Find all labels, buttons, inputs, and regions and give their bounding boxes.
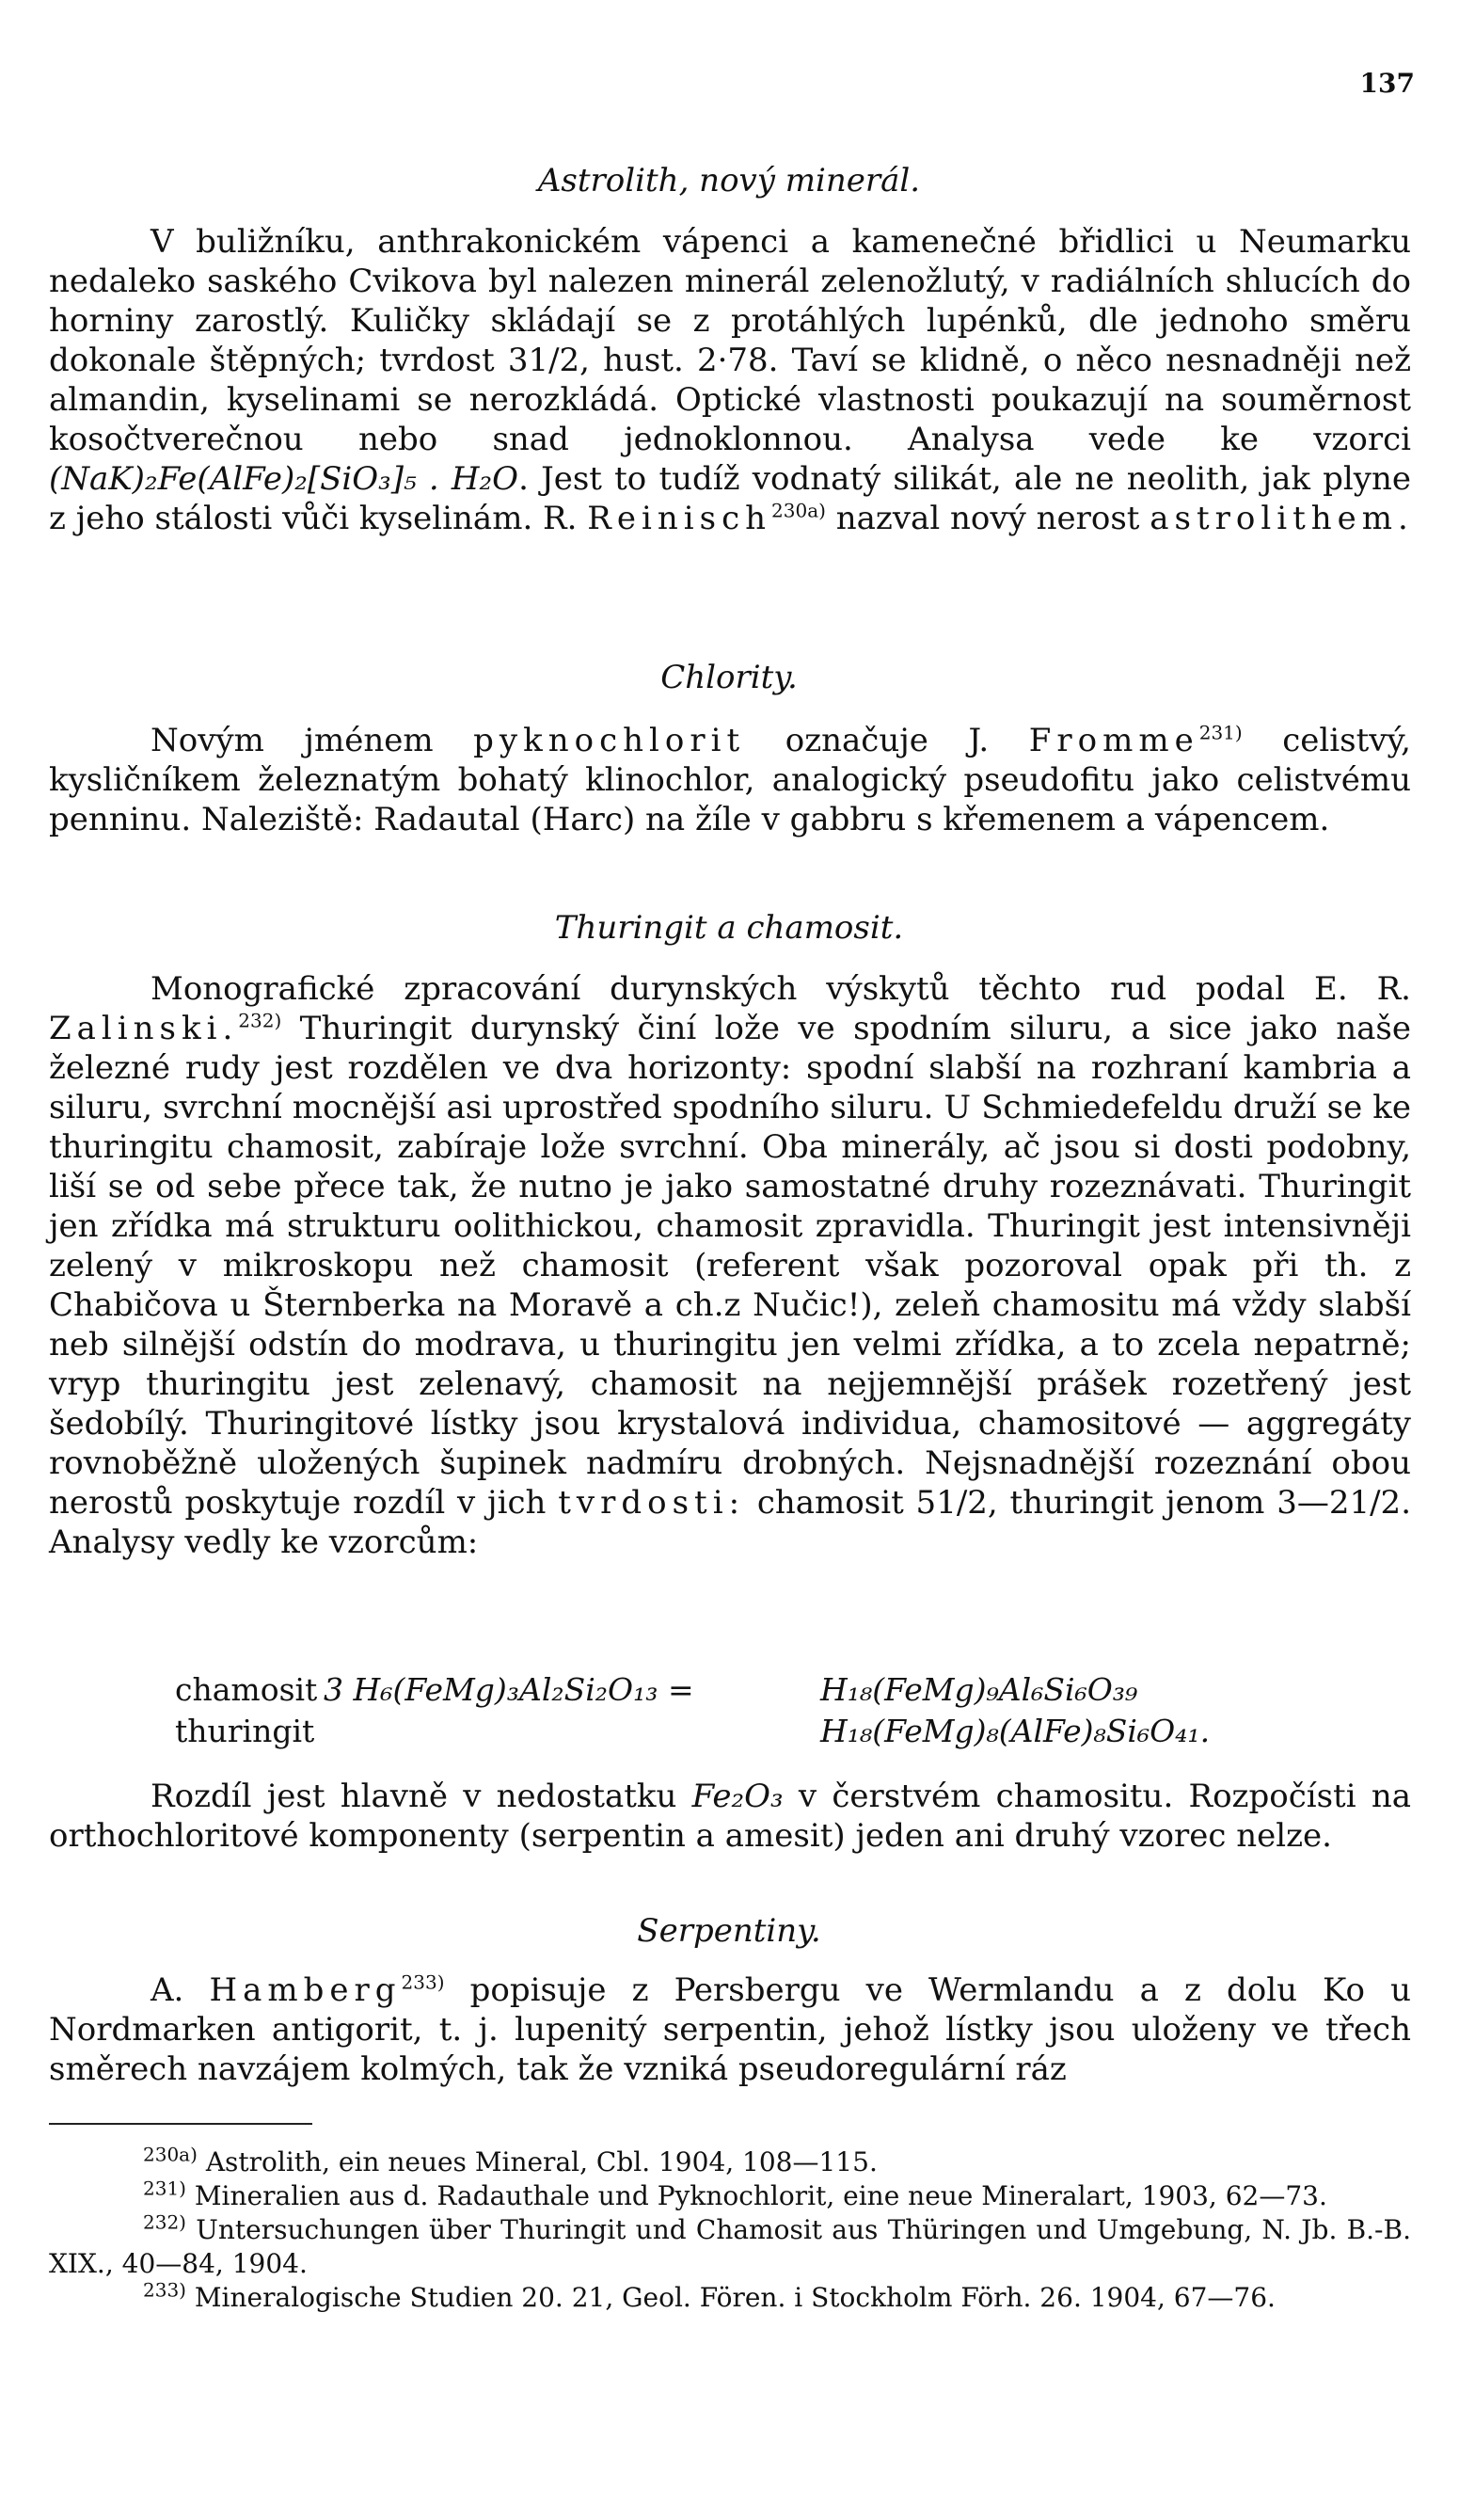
page-number: 137 xyxy=(1359,68,1415,99)
footnote-ref: 232) xyxy=(238,1009,282,1032)
paragraph-thuringit-cont: Rozdíl jest hlavně v nedostatku Fe₂O₃ v čerstvém chamositu. Rozpočísti na orthochloritové komponenty (serpentin a amesit) jeden ani druhý vzorec nelze. xyxy=(49,1778,1411,1855)
author-name: Hamberg xyxy=(209,1971,402,2009)
formula-block xyxy=(175,1669,1398,1752)
emphasized-term: tvrdosti: xyxy=(558,1484,746,1522)
footnote: $^{233)}$ Mineralogische Studien 20. 21, Geol. Fören. i Stockholm Förh. 26. 1904, 67—76. xyxy=(143,2278,1276,2313)
footnote-mark: 230a) xyxy=(143,2143,198,2166)
chemical-formula: Fe₂O₃ xyxy=(691,1778,784,1815)
emphasized-term: astrolithem xyxy=(1150,500,1399,537)
paragraph-astrolith: V buližníku, anthrakonickém vápenci a kamenečné břidlici u Neumarku nedaleko saského Cvikova byl nalezen minerál zelenožlutý, v radiálních shlucích do horniny zarostlý. Kuličky skládají se z protáhlých lupénků, dle jednoho směru dokonale štěpných; tvrdost 31/2, hust. 2·78. Taví se klidně, o něco nesnadněji než almandin, kyselinami se nerozkládá. Optické vlastnosti poukazují na souměrnost kosočtverečnou nebo snad jednoklonnou. Analysa vede ke vzorci (NaK)₂Fe(AlFe)₂[SiO₃]₅ . H₂O. Jest to tudíž vodnatý silikát, ale ne neolith, jak plyne z jeho stálosti vůči kyselinám. R. Reinisch$^{230a)}$ nazval nový nerost astrolithem. xyxy=(49,223,1411,537)
section-heading-astrolith: Astrolith, nový minerál. xyxy=(537,162,921,199)
emphasized-term: pyknochlorit xyxy=(473,722,746,759)
footnote: $^{230a)}$ Astrolith, ein neues Mineral, Cbl. 1904, 108—115. xyxy=(143,2143,878,2177)
section-heading-serpentiny: Serpentiny. xyxy=(637,1912,821,1950)
formula-row-chamosit xyxy=(175,1669,1398,1711)
footnotes xyxy=(49,2145,1411,2315)
footnote-ref: 233) xyxy=(401,1970,445,1994)
formula-row-thuringit xyxy=(175,1711,1398,1752)
footnote: $^{232)}$ Untersuchungen über Thuringit und Chamosit aus Thüringen und Umgebung, N. Jb. B.-B. XIX., 40—84, 1904. xyxy=(49,2210,1411,2279)
footnote: $^{231)}$ Mineralien aus d. Radauthale und Pyknochlorit, eine neue Mineralart, 1903, 62—73. xyxy=(143,2177,1327,2211)
author-name: Fromme xyxy=(1028,722,1199,759)
paragraph-chlority: Novým jménem pyknochlorit označuje J. Fromme$^{231)}$ celistvý, kysličníkem železnatým bohatý klinochlor, analogický pseudofitu jako celistvému penninu. Naleziště: Radautal (Harc) na žíle v gabbru s křemenem a vápencem. xyxy=(49,721,1411,838)
chemical-formula: (NaK)₂Fe(AlFe)₂[SiO₃]₅ . H₂O xyxy=(49,460,519,498)
fraction: 1/2 xyxy=(1349,1484,1402,1522)
paragraph-serpentiny: A. Hamberg$^{233)}$ popisuje z Persbergu ve Wermlandu a z dolu Ko u Nordmarken antigorit, t. j. lupenitý serpentin, jehož lístky jsou uloženy ve třech směrech navzájem kolmých, tak že vzniká pseudoregulární ráz xyxy=(49,1970,1411,2088)
fraction: 1/2 xyxy=(528,342,580,379)
section-heading-thuringit: Thuringit a chamosit. xyxy=(554,909,904,947)
footnote-mark: 231) xyxy=(143,2177,186,2200)
footnote-mark: 233) xyxy=(143,2278,186,2302)
footnote-ref: 230a) xyxy=(771,499,826,522)
footnote-divider xyxy=(49,2123,312,2125)
formula-label: thuringit xyxy=(175,1713,315,1749)
author-name: Zalinski. xyxy=(49,1010,239,1047)
paragraph-thuringit: Monografické zpracování durynských výskytů těchto rud podal E. R. Zalinski.$^{232)}$ Thuringit durynský činí lože ve spodním siluru, a sice jako naše železné rudy jest rozdělen ve dva horizonty: spodní slabší na rozhraní kambria a siluru, svrchní mocnější asi uprostřed spodního siluru. U Schmiedefeldu druží se ke thuringitu chamosit, zabíraje lože svrchní. Oba minerály, ač jsou si dosti podobny, liší se od sebe přece tak, že nutno je jako samostatné druhy rozeznávati. Thuringit jen zřídka má strukturu oolithickou, chamosit zpravidla. Thuringit jest intensivněji zelený v mikroskopu než chamosit (referent však pozoroval opak při th. z Chabičova u Šternberka na Moravě a ch.z Nučic!), zeleň chamositu má vždy slabší neb silnější odstín do modrava, u thuringitu jen velmi zřídka, a to zcela nepatrně; vryp thuringitu jest zelenavý, chamosit na nejjemnější prášek rozetřený jest šedobílý. Thuringitové lístky jsou krystalová individua, chamositové — aggregáty rovnoběžně uložených šupinek nadmíru drobných. Nejsnadnější rozeznání obou nerostů poskytuje rozdíl v jich tvrdosti: chamosit 51/2, thuringit jenom 3—21/2. Analysy vedly ke vzorcům: xyxy=(49,970,1411,1561)
footnote-mark: 232) xyxy=(143,2210,186,2234)
section-heading-chlority: Chlority. xyxy=(660,659,798,696)
formula-rhs: H₁₈(FeMg)₈(AlFe)₈Si₆O₄₁. xyxy=(820,1713,1211,1749)
footnote-ref: 231) xyxy=(1198,721,1243,744)
formula-label: chamosit xyxy=(175,1671,318,1708)
formula-rhs: H₁₈(FeMg)₉Al₆Si₆O₃₉ xyxy=(820,1671,1138,1708)
author-name: Reinisch xyxy=(587,500,772,537)
fraction: 1/2 xyxy=(936,1484,988,1522)
formula-lhs: 3 H₆(FeMg)₃Al₂Si₂O₁₃ = xyxy=(324,1671,694,1708)
